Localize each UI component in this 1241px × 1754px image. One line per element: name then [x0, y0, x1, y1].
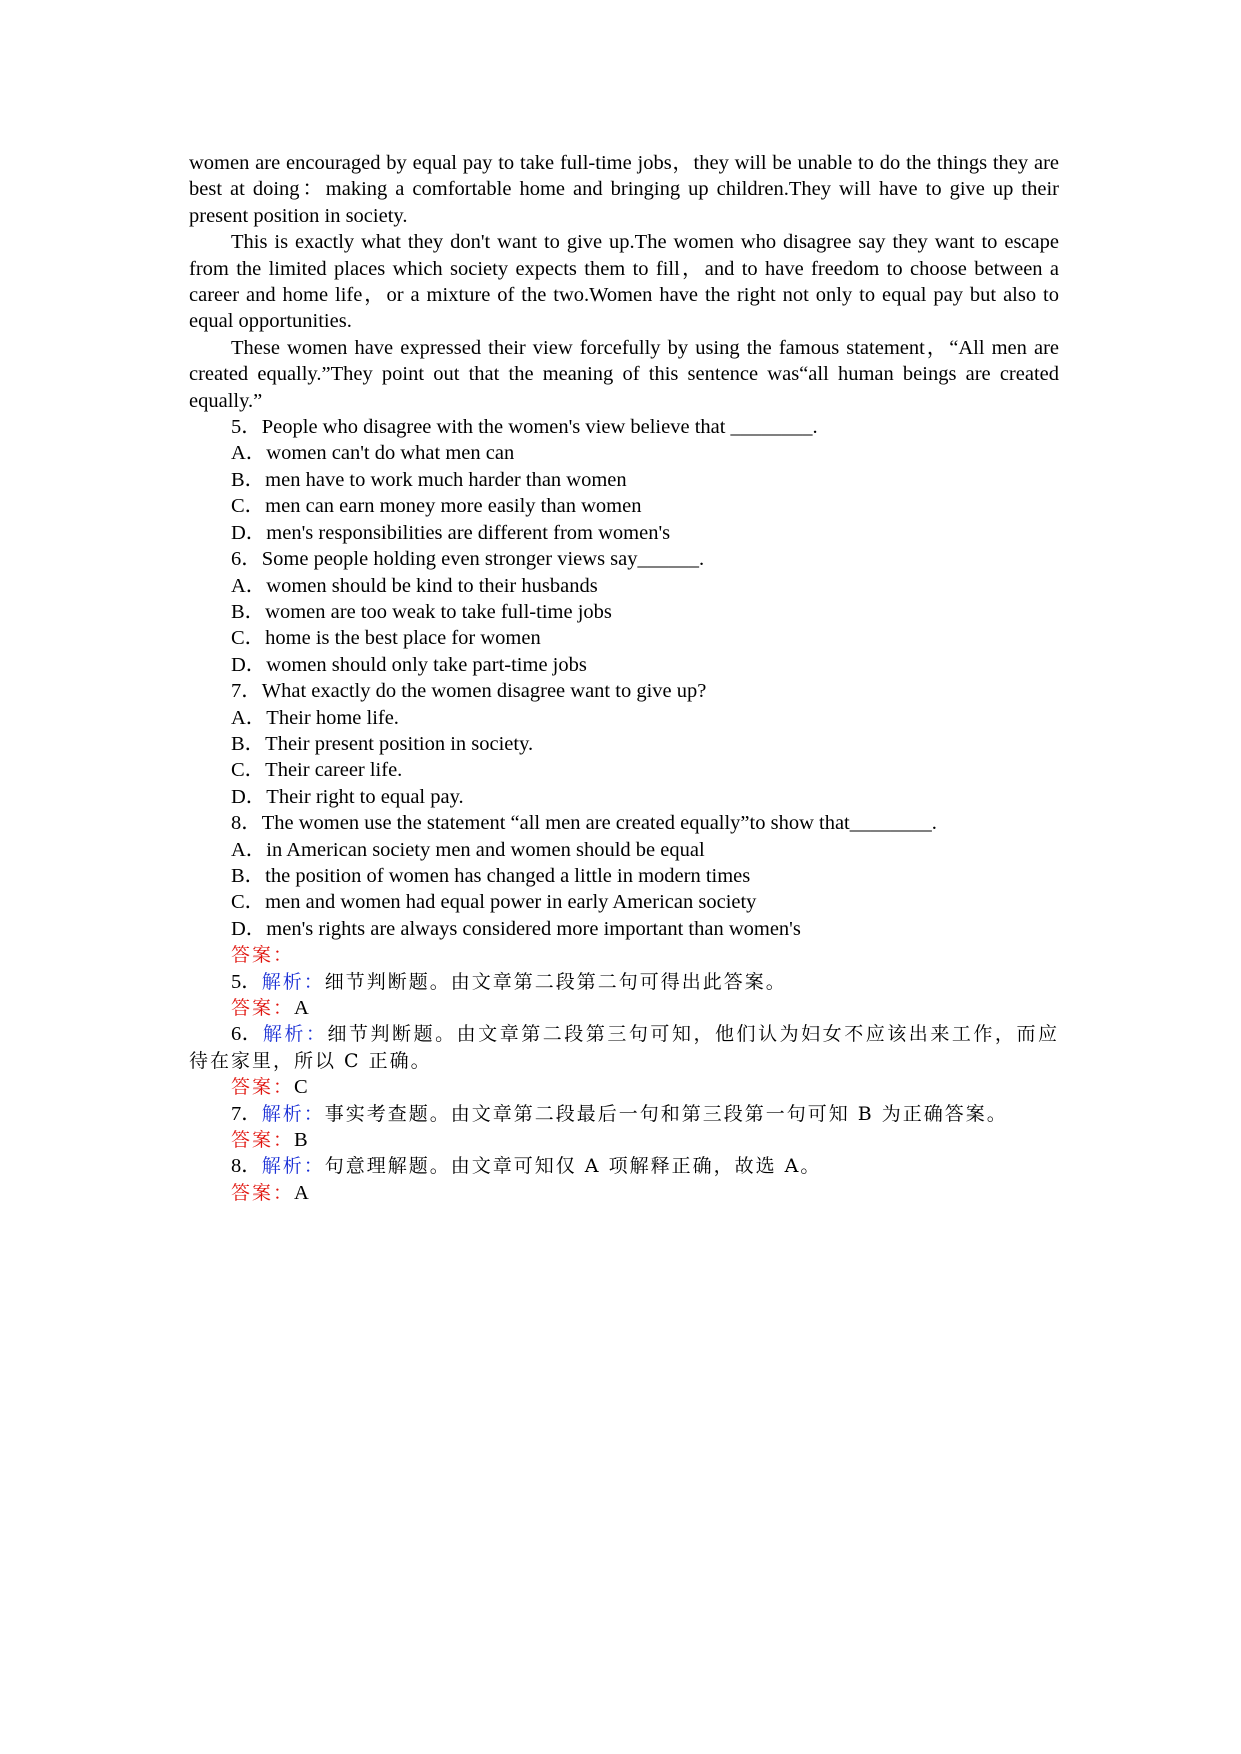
question-5: [189, 414, 1059, 546]
explanation-6: [189, 1021, 1059, 1100]
answer-line: [189, 1127, 1059, 1153]
option: C．Their career life.: [231, 759, 403, 782]
answer-label: 答案：: [231, 997, 295, 1019]
passage-paragraph: women are encouraged by equal pay to take full-time jobs，they will be unable to do the things they are best at doing：making a comfortable home and bringing up children.They will have to give up their present position in society.: [189, 152, 1059, 227]
explanation-label: 解析：: [261, 970, 325, 993]
option: D．women should only take part-time jobs: [231, 653, 587, 676]
answer-header: 答案：: [231, 944, 295, 967]
explanation-text: 细节判断题。由文章第二段第二句可得出此答案。: [324, 970, 787, 993]
option: A．Their home life.: [231, 706, 399, 729]
explanation-line: [189, 1153, 1059, 1179]
explanation-label: 解析：: [261, 1155, 325, 1178]
question-7: [189, 678, 1059, 810]
explanation-text: 句意理解题。由文章可知仅 A 项解释正确，故选 A。: [324, 1155, 822, 1178]
explanation-label: 解析：: [261, 1102, 325, 1125]
explanation-line: [189, 1021, 1059, 1074]
question-stem: 8．The women use the statement “all men are created equally”to show that________.: [231, 812, 937, 835]
option: B．the position of women has changed a little in modern times: [231, 864, 751, 887]
answer-value: A: [294, 1181, 309, 1204]
answer-label: 答案：: [231, 1076, 295, 1099]
option: D．men's responsibilities are different from women's: [231, 521, 671, 544]
answer-line: [189, 1074, 1059, 1100]
document-page: [189, 150, 1059, 1206]
explanation-number: 8．: [231, 1155, 262, 1178]
option: B．Their present position in society.: [231, 732, 534, 755]
passage-paragraph: These women have expressed their view forcefully by using the famous statement，“All men are created equally.”They point out that the meaning of this sentence was“all human beings are created equally.”: [189, 336, 1059, 412]
question-stem: 6．Some people holding even stronger views say______.: [231, 548, 705, 571]
explanation-number: 6．: [231, 1023, 263, 1046]
explanation-8: [189, 1153, 1059, 1206]
option: B．women are too weak to take full-time jobs: [231, 600, 612, 623]
explanation-line: [189, 969, 1059, 995]
option: C．men and women had equal power in early American society: [231, 891, 757, 914]
answer-value: C: [294, 1076, 308, 1099]
option: D．Their right to equal pay.: [231, 785, 464, 808]
question-8: [189, 810, 1059, 942]
question-6: [189, 546, 1059, 678]
option: A．women can't do what men can: [231, 442, 515, 465]
option: D．men's rights are always considered more important than women's: [231, 917, 801, 940]
explanation-5: [189, 969, 1059, 1022]
option: A．women should be kind to their husbands: [231, 574, 598, 597]
option: B．men have to work much harder than women: [231, 468, 627, 491]
answer-label: 答案：: [231, 1181, 295, 1204]
explanation-7: [189, 1101, 1059, 1154]
question-stem: 7．What exactly do the women disagree want to give up?: [231, 680, 707, 703]
answer-line: [189, 995, 1059, 1021]
question-stem: 5．People who disagree with the women's view believe that ________.: [231, 416, 818, 439]
option: C．men can earn money more easily than women: [231, 495, 642, 518]
explanation-number: 5．: [231, 970, 262, 993]
explanation-number: 7．: [231, 1102, 262, 1125]
answer-value: A: [294, 997, 309, 1019]
option: A．in American society men and women should be equal: [231, 838, 705, 861]
passage-paragraph: This is exactly what they don't want to give up.The women who disagree say they want to escape from the limited places which society expects them to fill，and to have freedom to choose between a career and home life，or a mixture of the two.Women have the right not only to equal pay but also to equal opportunities.: [189, 231, 1059, 333]
answer-section-header: [189, 942, 1059, 968]
explanation-text: 事实考查题。由文章第二段最后一句和第三段第一句可知 B 为正确答案。: [324, 1102, 1008, 1125]
answer-label: 答案：: [231, 1129, 295, 1152]
answer-value: B: [294, 1129, 308, 1152]
explanation-text: 细节判断题。由文章第二段第三句可知，他们认为妇女不应该出来工作，而应待在家里，所以 C 正确。: [189, 1023, 1059, 1072]
answer-line: [189, 1180, 1059, 1206]
explanation-line: [189, 1101, 1059, 1127]
option: C．home is the best place for women: [231, 627, 541, 650]
explanation-label: 解析：: [262, 1023, 328, 1046]
